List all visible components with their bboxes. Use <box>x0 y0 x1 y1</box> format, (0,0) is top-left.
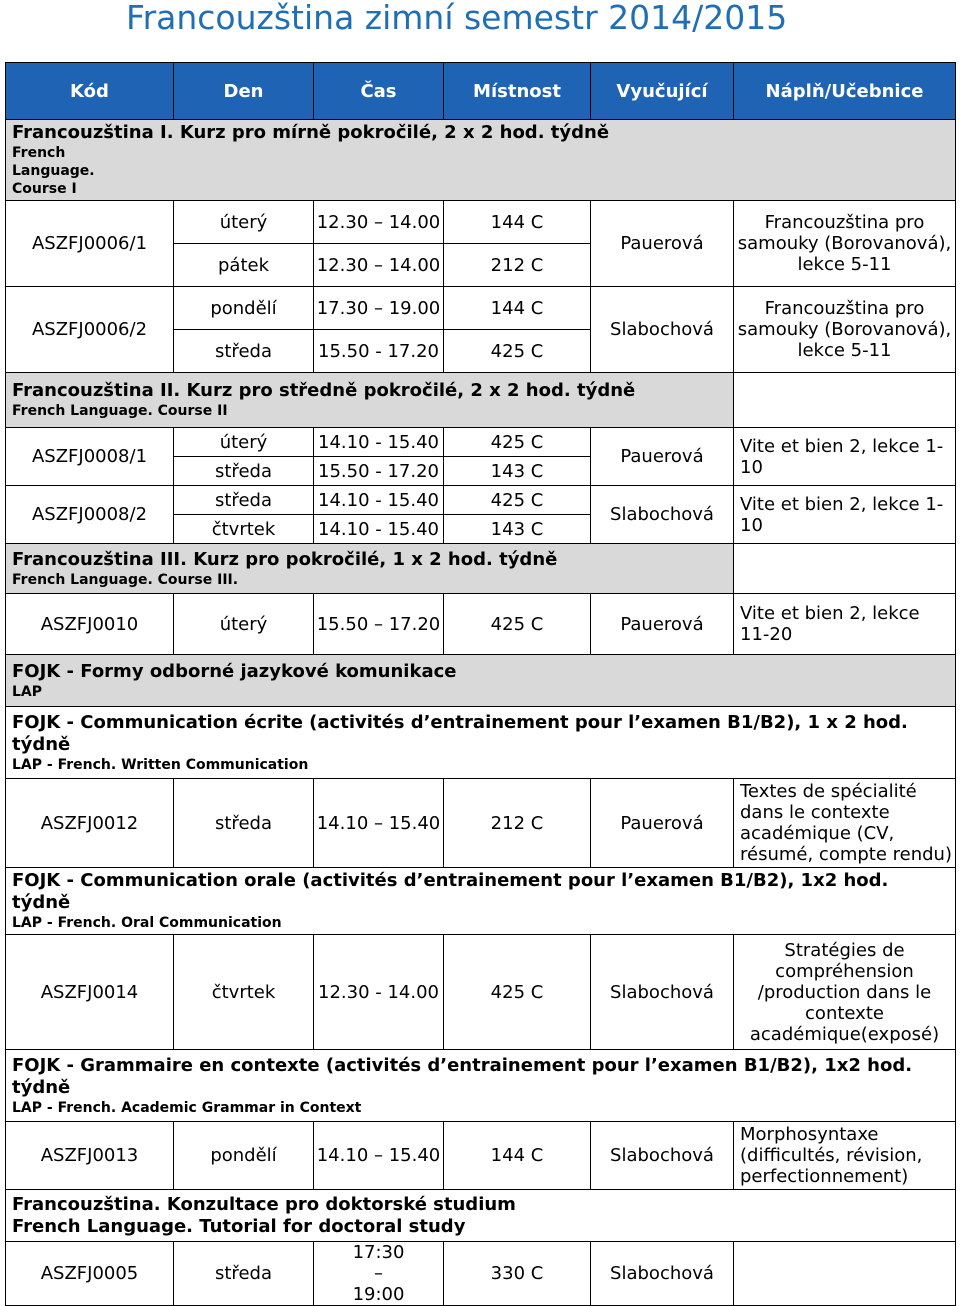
course-code: ASZFJ0008/2 <box>6 486 174 544</box>
section-title: FOJK - Formy odborné jazykové komunikace <box>12 660 457 682</box>
day: úterý <box>174 428 314 457</box>
section-subtitle: LAP - French. Written Communication <box>12 756 309 773</box>
header-room: Místnost <box>444 63 591 120</box>
textbook <box>734 1242 956 1306</box>
textbook: Francouzština pro samouky (Borovanová), lekce 5-11 <box>734 201 956 287</box>
course-code: ASZFJ0013 <box>6 1122 174 1190</box>
room: 144 C <box>444 1122 591 1190</box>
course-code: ASZFJ0014 <box>6 935 174 1050</box>
header-row <box>6 63 956 120</box>
section-title: Francouzština II. Kurz pro středně pokročilé, 2 x 2 hod. týdně <box>12 380 636 401</box>
header-teacher: Vyučující <box>591 63 734 120</box>
section-subtitle: LAP - French. Oral Communication <box>12 915 282 931</box>
teacher: Slabochová <box>591 287 734 373</box>
section-title-cell <box>6 707 956 779</box>
section-title: Francouzština I. Kurz pro mírně pokročilé, 2 x 2 hod. týdně <box>12 122 610 143</box>
section-title: FOJK - Grammaire en contexte (activités d’entrainement pour l’examen B1/B2), 1x2 hod. týdně <box>12 1054 913 1098</box>
day: úterý <box>174 594 314 655</box>
time: 14.10 – 15.40 <box>314 1122 444 1190</box>
time: 15.50 – 17.20 <box>314 594 444 655</box>
section-title-cell <box>6 544 734 594</box>
table-row <box>6 201 956 244</box>
room: 212 C <box>444 244 591 287</box>
section-header <box>6 373 956 428</box>
day: středa <box>174 779 314 868</box>
section-header <box>6 707 956 779</box>
day: pátek <box>174 244 314 287</box>
room: 425 C <box>444 594 591 655</box>
section-title: FOJK - Communication orale (activités d’entrainement pour l’examen B1/B2), 1x2 hod. týdně <box>12 870 889 913</box>
header-code: Kód <box>6 63 174 120</box>
day: středa <box>174 1242 314 1306</box>
textbook: Vite et bien 2, lekce 11-20 <box>734 594 956 655</box>
day: úterý <box>174 201 314 244</box>
section-title-cell <box>6 1050 956 1122</box>
room: 144 C <box>444 287 591 330</box>
room: 143 C <box>444 457 591 486</box>
table-row <box>6 428 956 457</box>
textbook: Vite et bien 2, lekce 1-10 <box>734 428 956 486</box>
header-day: Den <box>174 63 314 120</box>
day: čtvrtek <box>174 515 314 544</box>
textbook: Stratégies de compréhension /production dans le contexte académique(exposé) <box>734 935 956 1050</box>
table-row <box>6 935 956 1050</box>
time: 15.50 - 17.20 <box>314 330 444 373</box>
page-title: Francouzština zimní semestr 2014/2015 <box>126 0 788 37</box>
schedule-table <box>5 62 956 1306</box>
section-header <box>6 868 956 935</box>
day: pondělí <box>174 1122 314 1190</box>
section-title-cell <box>6 120 956 201</box>
teacher: Slabochová <box>591 486 734 544</box>
room: 212 C <box>444 779 591 868</box>
course-code: ASZFJ0005 <box>6 1242 174 1306</box>
teacher: Pauerová <box>591 201 734 287</box>
section-subtitle: French Language. Tutorial for doctoral study <box>12 1215 466 1237</box>
time: 14.10 - 15.40 <box>314 515 444 544</box>
time: 15.50 - 17.20 <box>314 457 444 486</box>
table-row <box>6 594 956 655</box>
table-row <box>6 1122 956 1190</box>
table-row <box>6 1242 956 1306</box>
teacher: Slabochová <box>591 1242 734 1306</box>
time: 14.10 - 15.40 <box>314 486 444 515</box>
header-time: Čas <box>314 63 444 120</box>
time: 17.30 – 19.00 <box>314 287 444 330</box>
time: 12.30 – 14.00 <box>314 201 444 244</box>
course-code: ASZFJ0010 <box>6 594 174 655</box>
course-code: ASZFJ0006/2 <box>6 287 174 373</box>
section-subtitle: French Language. Course I <box>12 145 95 197</box>
section-header <box>6 544 956 594</box>
section-header <box>6 655 956 707</box>
room: 143 C <box>444 515 591 544</box>
section-subtitle: French Language. Course II <box>12 403 228 419</box>
section-title-cell <box>6 1190 956 1242</box>
teacher: Pauerová <box>591 779 734 868</box>
course-code: ASZFJ0006/1 <box>6 201 174 287</box>
header-content: Náplň/Učebnice <box>734 63 956 120</box>
section-subtitle: French Language. Course III. <box>12 571 239 588</box>
section-header <box>6 120 956 201</box>
blank-cell <box>734 373 956 428</box>
course-code: ASZFJ0008/1 <box>6 428 174 486</box>
room: 144 C <box>444 201 591 244</box>
teacher: Pauerová <box>591 594 734 655</box>
section-title-cell <box>6 868 956 935</box>
teacher: Pauerová <box>591 428 734 486</box>
day: čtvrtek <box>174 935 314 1050</box>
section-subtitle: LAP - French. Academic Grammar in Context <box>12 1099 362 1116</box>
time: 14.10 - 15.40 <box>314 428 444 457</box>
day: pondělí <box>174 287 314 330</box>
section-title: Francouzština III. Kurz pro pokročilé, 1 x 2 hod. týdně <box>12 548 558 570</box>
blank-cell <box>734 544 956 594</box>
day: středa <box>174 486 314 515</box>
day: středa <box>174 457 314 486</box>
room: 425 C <box>444 486 591 515</box>
section-title-cell <box>6 373 734 428</box>
table-row <box>6 486 956 515</box>
course-code: ASZFJ0012 <box>6 779 174 868</box>
section-title: Francouzština. Konzultace pro doktorské studium <box>12 1193 516 1215</box>
time: 17:30 – 19:00 <box>314 1242 444 1306</box>
teacher: Slabochová <box>591 935 734 1050</box>
textbook: Textes de spécialité dans le contexte académique (CV, résumé, compte rendu) <box>734 779 956 868</box>
table-row <box>6 779 956 868</box>
room: 425 C <box>444 935 591 1050</box>
time: 12.30 – 14.00 <box>314 244 444 287</box>
room: 330 C <box>444 1242 591 1306</box>
table-row <box>6 287 956 330</box>
section-title-cell <box>6 655 956 707</box>
section-header <box>6 1050 956 1122</box>
teacher: Slabochová <box>591 1122 734 1190</box>
time: 12.30 - 14.00 <box>314 935 444 1050</box>
room: 425 C <box>444 428 591 457</box>
time: 14.10 – 15.40 <box>314 779 444 868</box>
textbook: Vite et bien 2, lekce 1-10 <box>734 486 956 544</box>
section-subtitle: LAP <box>12 683 43 700</box>
room: 425 C <box>444 330 591 373</box>
section-title: FOJK - Communication écrite (activités d’entrainement pour l’examen B1/B2), 1 x 2 hod. týdně <box>12 711 908 755</box>
day: středa <box>174 330 314 373</box>
textbook: Morphosyntaxe (difficultés, révision, perfectionnement) <box>734 1122 956 1190</box>
section-header <box>6 1190 956 1242</box>
textbook: Francouzština pro samouky (Borovanová), lekce 5-11 <box>734 287 956 373</box>
